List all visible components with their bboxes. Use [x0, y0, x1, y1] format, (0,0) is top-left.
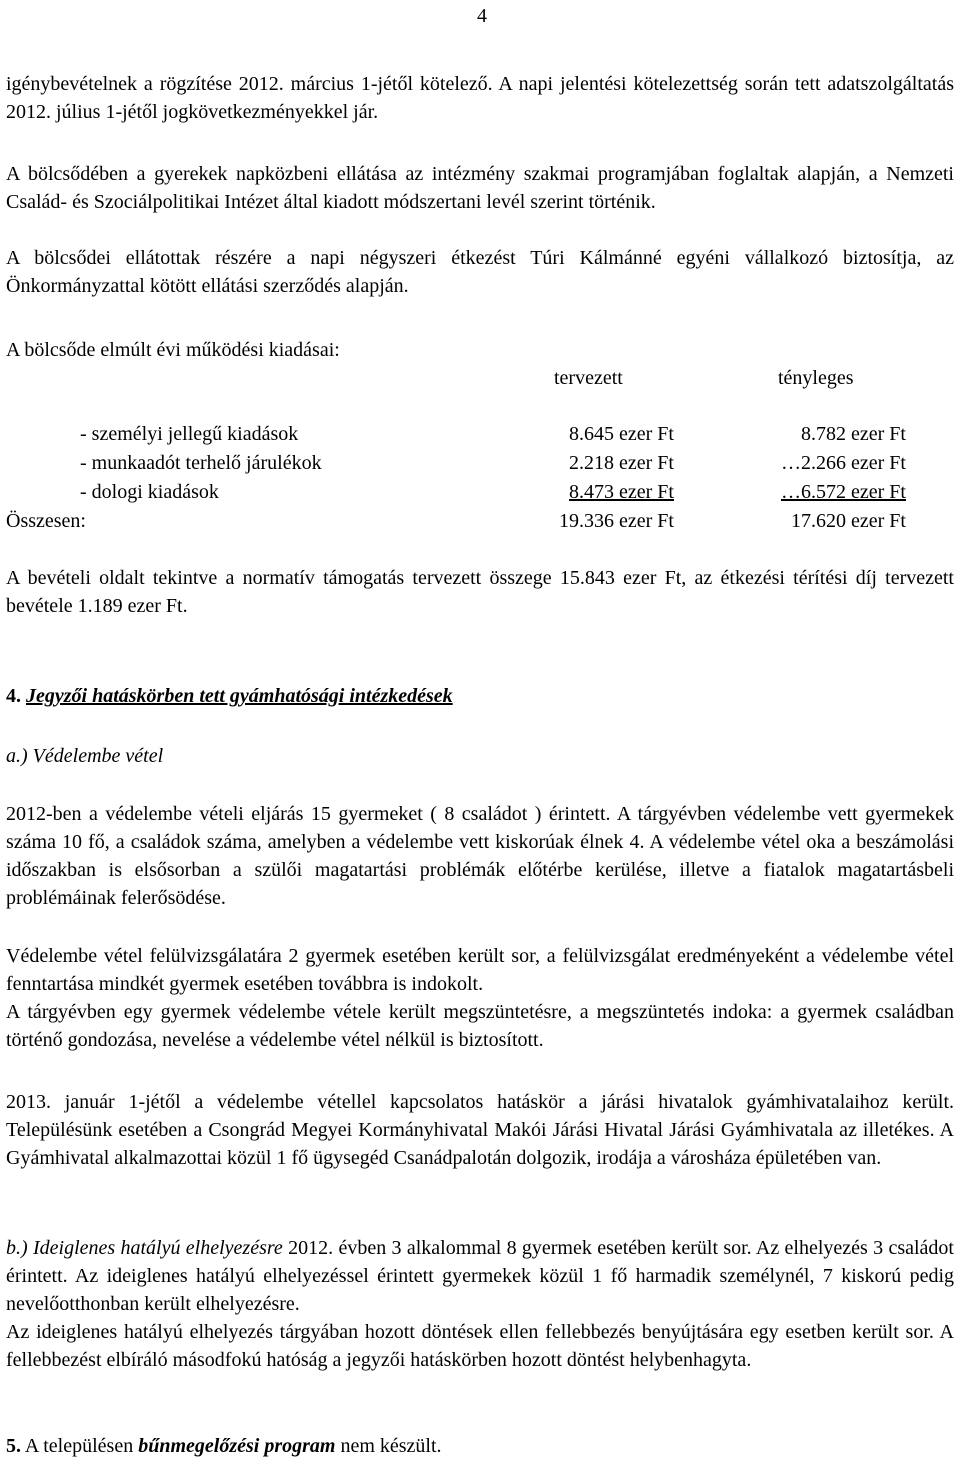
subsection-b-label: b.) Ideiglenes hatályú elhelyezésre — [6, 1237, 283, 1259]
paragraph-nursery-meals: A bölcsődei ellátottak részére a napi négyszeri étkezést Túri Kálmánné egyéni vállalkozó biztosítja, az Önkormányzattal kötött ellátási szerződés alapján. — [6, 247, 954, 297]
paragraph-termination: A tárgyévben egy gyermek védelembe vétele került megszüntetésre, a megszüntetés indoka: a gyermek családban történő gondozása, nevelése a védelembe vétel nélkül is biztosított. — [6, 1001, 954, 1051]
table-row — [6, 420, 954, 448]
section-number: 5. — [6, 1435, 21, 1457]
paragraph-appeal: Az ideiglenes hatályú elhelyezés tárgyában hozott döntések ellen fellebbezés benyújtására egy esetben került sor. A fellebbezést elbíráló másodfokú hatóság a jegyzői hatáskörben hozott döntést helybenhagyta. — [6, 1321, 954, 1371]
row-planned: 8.645 ezer Ft — [569, 423, 674, 445]
column-header-actual: tényleges — [778, 367, 854, 389]
paragraph-jurisdiction: 2013. január 1-jétől a védelembe vétellel kapcsolatos hatáskör a járási hivatalok gyámhivatalaihoz került. Településünk esetében a Csongrád Megyei Kormányhivatal Makói Járási Hivatal Járási Gyámhivatala az illetékes. A Gyámhivatal alkalmazottai közül 1 fő ügysegéd Csanádpalotán dolgozik, irodája a városháza épületében van. — [6, 1091, 954, 1169]
row-label: - dologi kiadások — [80, 481, 219, 503]
section-5 — [6, 1432, 954, 1460]
row-label: Összesen: — [6, 510, 86, 532]
row-actual: 17.620 ezer Ft — [791, 510, 906, 532]
section-4-title — [6, 682, 453, 710]
subsection-a-title: a.) Védelembe vétel — [6, 745, 164, 767]
section-number: 4. — [6, 685, 21, 707]
paragraph-revenue: A bevételi oldalt tekintve a normatív támogatás tervezett összege 15.843 ezer Ft, az étkezési térítési díj tervezett bevétele 1.189 ezer Ft. — [6, 567, 954, 617]
paragraph-nursery-care: A bölcsődében a gyerekek napközbeni ellátása az intézmény szakmai programjában foglaltak alapján, a Nemzeti Család- és Szociálpolitikai Intézet által kiadott módszertani levél szerint történik. — [6, 163, 954, 213]
section-5-pre: A településen — [21, 1435, 139, 1457]
expenses-heading: A bölcsőde elmúlt évi működési kiadásai: — [6, 339, 340, 361]
section-5-post: nem készült. — [335, 1435, 442, 1457]
table-row — [6, 478, 954, 506]
row-planned: 8.473 ezer Ft — [569, 481, 674, 503]
row-label: - személyi jellegű kiadások — [80, 423, 299, 445]
column-header-planned: tervezett — [554, 367, 623, 389]
row-label: - munkaadót terhelő járulékok — [80, 452, 322, 474]
paragraph-intro: igénybevételnek a rögzítése 2012. március 1-jétől kötelező. A napi jelentési kötelezettség során tett adatszolgáltatás 2012. július 1-jétől jogkövetkezményekkel jár. — [6, 73, 954, 123]
table-row — [6, 449, 954, 477]
row-planned: 2.218 ezer Ft — [569, 452, 674, 474]
page-number: 4 — [477, 5, 487, 27]
row-planned: 19.336 ezer Ft — [559, 510, 674, 532]
paragraph-protection-stats: 2012-ben a védelembe vételi eljárás 15 gyermeket ( 8 családot ) érintett. A tárgyévben védelembe vett gyermekek száma 10 fő, a családok száma, amelyben a védelembe vett kiskorúak élnek 4. A védelembe vétel oka a beszámolási időszakban is elsősorban a szülői magatartási problémák előtérbe kerülése, illetve a fiatalok magatartásbeli problémáinak felerősödése. — [6, 803, 954, 909]
table-row-total — [6, 507, 954, 535]
row-actual: …6.572 ezer Ft — [781, 481, 906, 503]
row-actual: 8.782 ezer Ft — [801, 423, 906, 445]
section-title-text: Jegyzői hatáskörben tett gyámhatósági intézkedések — [26, 685, 453, 707]
section-5-emphasis: bűnmegelőzési program — [138, 1435, 336, 1457]
paragraph-review: Védelembe vétel felülvizsgálatára 2 gyermek esetében került sor, a felülvizsgálat eredményeként a védelembe vétel fenntartása mindkét gyermek esetében továbbra is indokolt. — [6, 945, 954, 995]
subsection-b-text: 2012. évben 3 alkalommal 8 gyermek esetében került sor. Az elhelyezés 3 családot érintett. Az ideiglenes hatályú elhelyezéssel érintett gyermekek közül 1 fő harmadik személynél, 7 kiskorú pedig nevelőotthonban került elhelyezésre. — [6, 1237, 954, 1315]
row-actual: …2.266 ezer Ft — [781, 452, 906, 474]
paragraph-temporary-placement — [6, 1234, 954, 1318]
